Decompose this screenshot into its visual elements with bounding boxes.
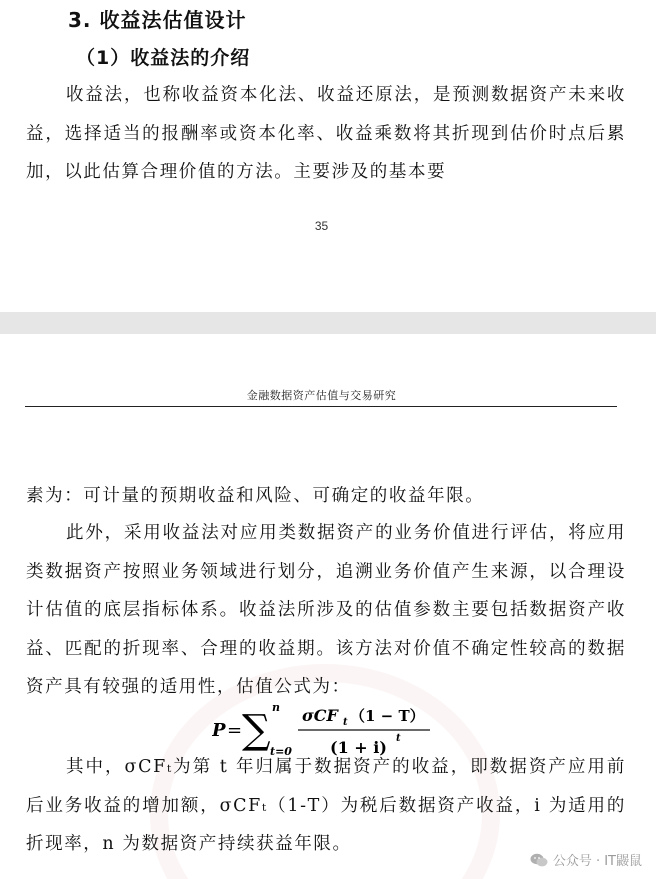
denominator: (1 + i) bbox=[330, 738, 387, 757]
subsection-heading: （1）收益法的介绍 bbox=[76, 47, 251, 69]
page-gap bbox=[0, 312, 656, 334]
formula-lhs: P bbox=[212, 720, 226, 741]
watermark-brand-text: 公众号 · IT鼹鼠 bbox=[552, 854, 642, 869]
page-top bbox=[0, 0, 656, 312]
wechat-icon bbox=[530, 853, 548, 867]
section-heading: 3. 收益法估值设计 bbox=[68, 8, 247, 32]
sum-upper-limit: n bbox=[272, 701, 280, 714]
page-number: 35 bbox=[314, 219, 329, 233]
denominator-exponent: t bbox=[396, 733, 401, 744]
explanation-paragraph: 其中，σCFₜ为第 t 年归属于数据资产的收益，即数据资产应用前后业务收益的增加额，σCFₜ（1-T）为税后数据资产收益，i 为适用的折现率，n 为数据资产持续获益年限。 bbox=[26, 757, 626, 854]
sum-lower-limit: t=0 bbox=[270, 745, 292, 758]
watermark-brand bbox=[530, 850, 642, 869]
continued-paragraph: 素为：可计量的预期收益和风险、可确定的收益年限。 bbox=[26, 486, 485, 506]
page-bottom bbox=[0, 334, 656, 879]
numerator-tail: （1 − T） bbox=[350, 707, 425, 725]
summation-sign: ∑ bbox=[242, 707, 271, 753]
numerator-sub: t bbox=[343, 717, 348, 728]
method-paragraph: 此外，采用收益法对应用类数据资产的业务价值进行评估，将应用类数据资产按照业务领域进行划分，追溯业务价值产生来源，以合理设计估值的底层指标体系。收益法所涉及的估值参数主要包括数据资产收益、匹配的折现率、合理的收益期。该方法对价值不确定性较高的数据资产具有较强的适用性，估值公式为： bbox=[26, 523, 626, 697]
header-rule bbox=[25, 406, 617, 407]
intro-paragraph: 收益法，也称收益资本化法、收益还原法，是预测数据资产未来收益，选择适当的报酬率或资本化率、收益乘数将其折现到估价时点后累加，以此估算合理价值的方法。主要涉及的基本要 bbox=[26, 85, 626, 182]
running-head: 金融数据资产估值与交易研究 bbox=[246, 389, 397, 402]
numerator-cf: σCF bbox=[302, 706, 338, 725]
formula-equals: = bbox=[227, 720, 243, 741]
